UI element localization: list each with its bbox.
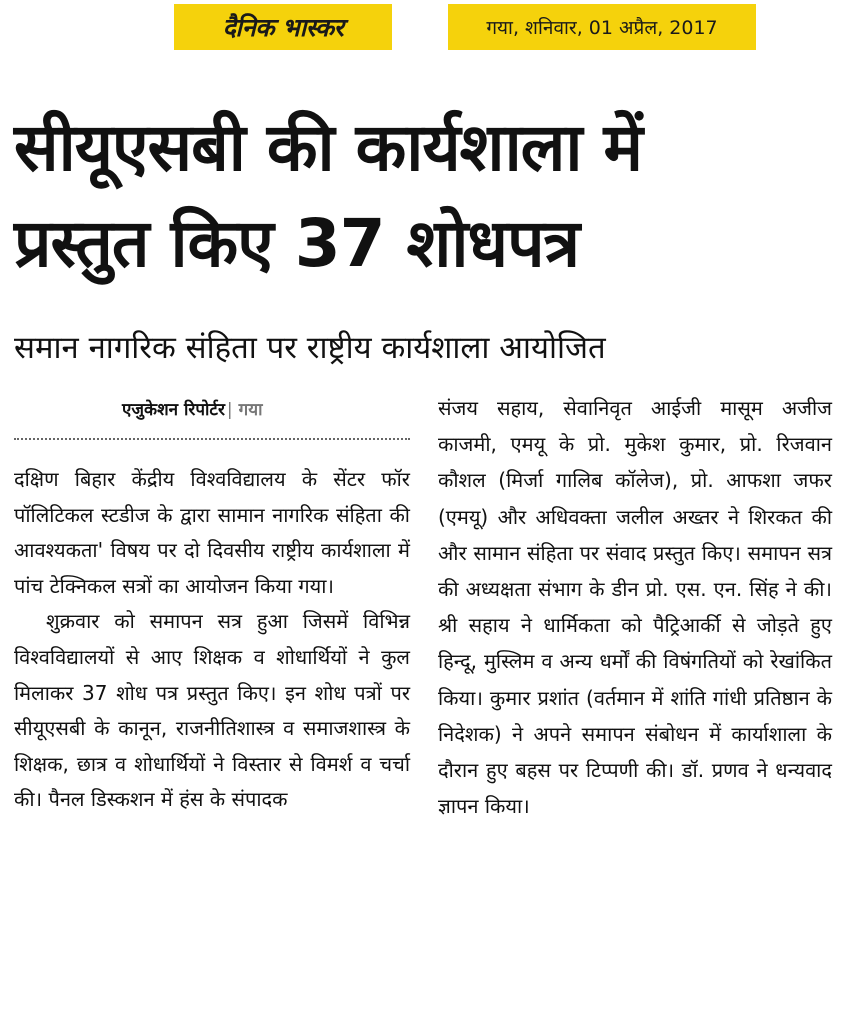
byline-separator: | <box>226 400 233 420</box>
newspaper-brand: दैनिक भास्कर <box>222 13 344 42</box>
byline <box>122 392 410 428</box>
dateline-box <box>448 4 756 50</box>
paragraph-panel: संजय सहाय, सेवानिवृत आईजी मासूम अजीज काजमी, एमयू के प्रो. मुकेश कुमार, प्रो. रिजवान कौशल (मिर्जा गालिब कॉलेज), प्रो. आफशा जफर (एमयू) और अधिवक्ता जलील अख्तर ने शिरकत की और सामान संहिता पर संवाद प्रस्तुत किए। समापन सत्र की अध्यक्षता संभाग के डीन प्रो. एस. एन. सिंह ने की। श्री सहाय ने धार्मिकता को पैट्रिआर्की से जोड़ते हुए हिन्दू, मुस्लिम व अन्य धर्मों की विषंगतियों को रेखांकित किया। कुमार प्रशांत (वर्तमान में शांति गांधी प्रतिष्ठान के निदेशक) ने अपने समापन संबोधन में कार्याशाला के दौरान हुए बहस पर टिप्पणी की। डॉ. प्रणव ने धन्यवाद ज्ञापन किया। <box>438 396 832 819</box>
article-column-right <box>438 390 832 824</box>
headline-line-2: प्रस्तुत किए 37 शोधपत्र <box>14 205 580 282</box>
newspaper-logo <box>174 4 392 50</box>
byline-author: एजुकेशन रिपोर्टर <box>122 400 225 420</box>
dotted-divider <box>14 438 410 440</box>
article-column-left <box>14 392 410 818</box>
headline-line-1: सीयूएसबी की कार्यशाला में <box>14 109 642 186</box>
headline <box>14 100 840 292</box>
paragraph-intro: दक्षिण बिहार केंद्रीय विश्वविद्यालय के सेंटर फॉर पॉलिटिकल स्टडीज के द्वारा सामान नागरिक संहिता की आवश्यकता' विषय पर दो दिवसीय राष्ट्रीय कार्यशाला में पांच टेक्निकल सत्रों का आयोजन किया गया। <box>14 467 410 598</box>
paragraph-session: शुक्रवार को समापन सत्र हुआ जिसमें विभिन्न विश्वविद्यालयों से आए शिक्षक व शोधार्थियों ने कुल मिलाकर 37 शोध पत्र प्रस्तुत किए। इन शोध पत्रों पर सीयूएसबी के कानून, राजनीतिशास्त्र व समाजशास्त्र के शिक्षक, छात्र व शोधार्थियों ने विस्तार से विमर्श व चर्चा की। पैनल डिस्कशन में हंस के संपादक <box>14 609 410 812</box>
dateline-text: गया, शनिवार, 01 अप्रैल, 2017 <box>486 17 718 39</box>
subheadline: समान नागरिक संहिता पर राष्ट्रीय कार्यशाला आयोजित <box>14 330 606 366</box>
byline-city: गया <box>238 400 263 420</box>
